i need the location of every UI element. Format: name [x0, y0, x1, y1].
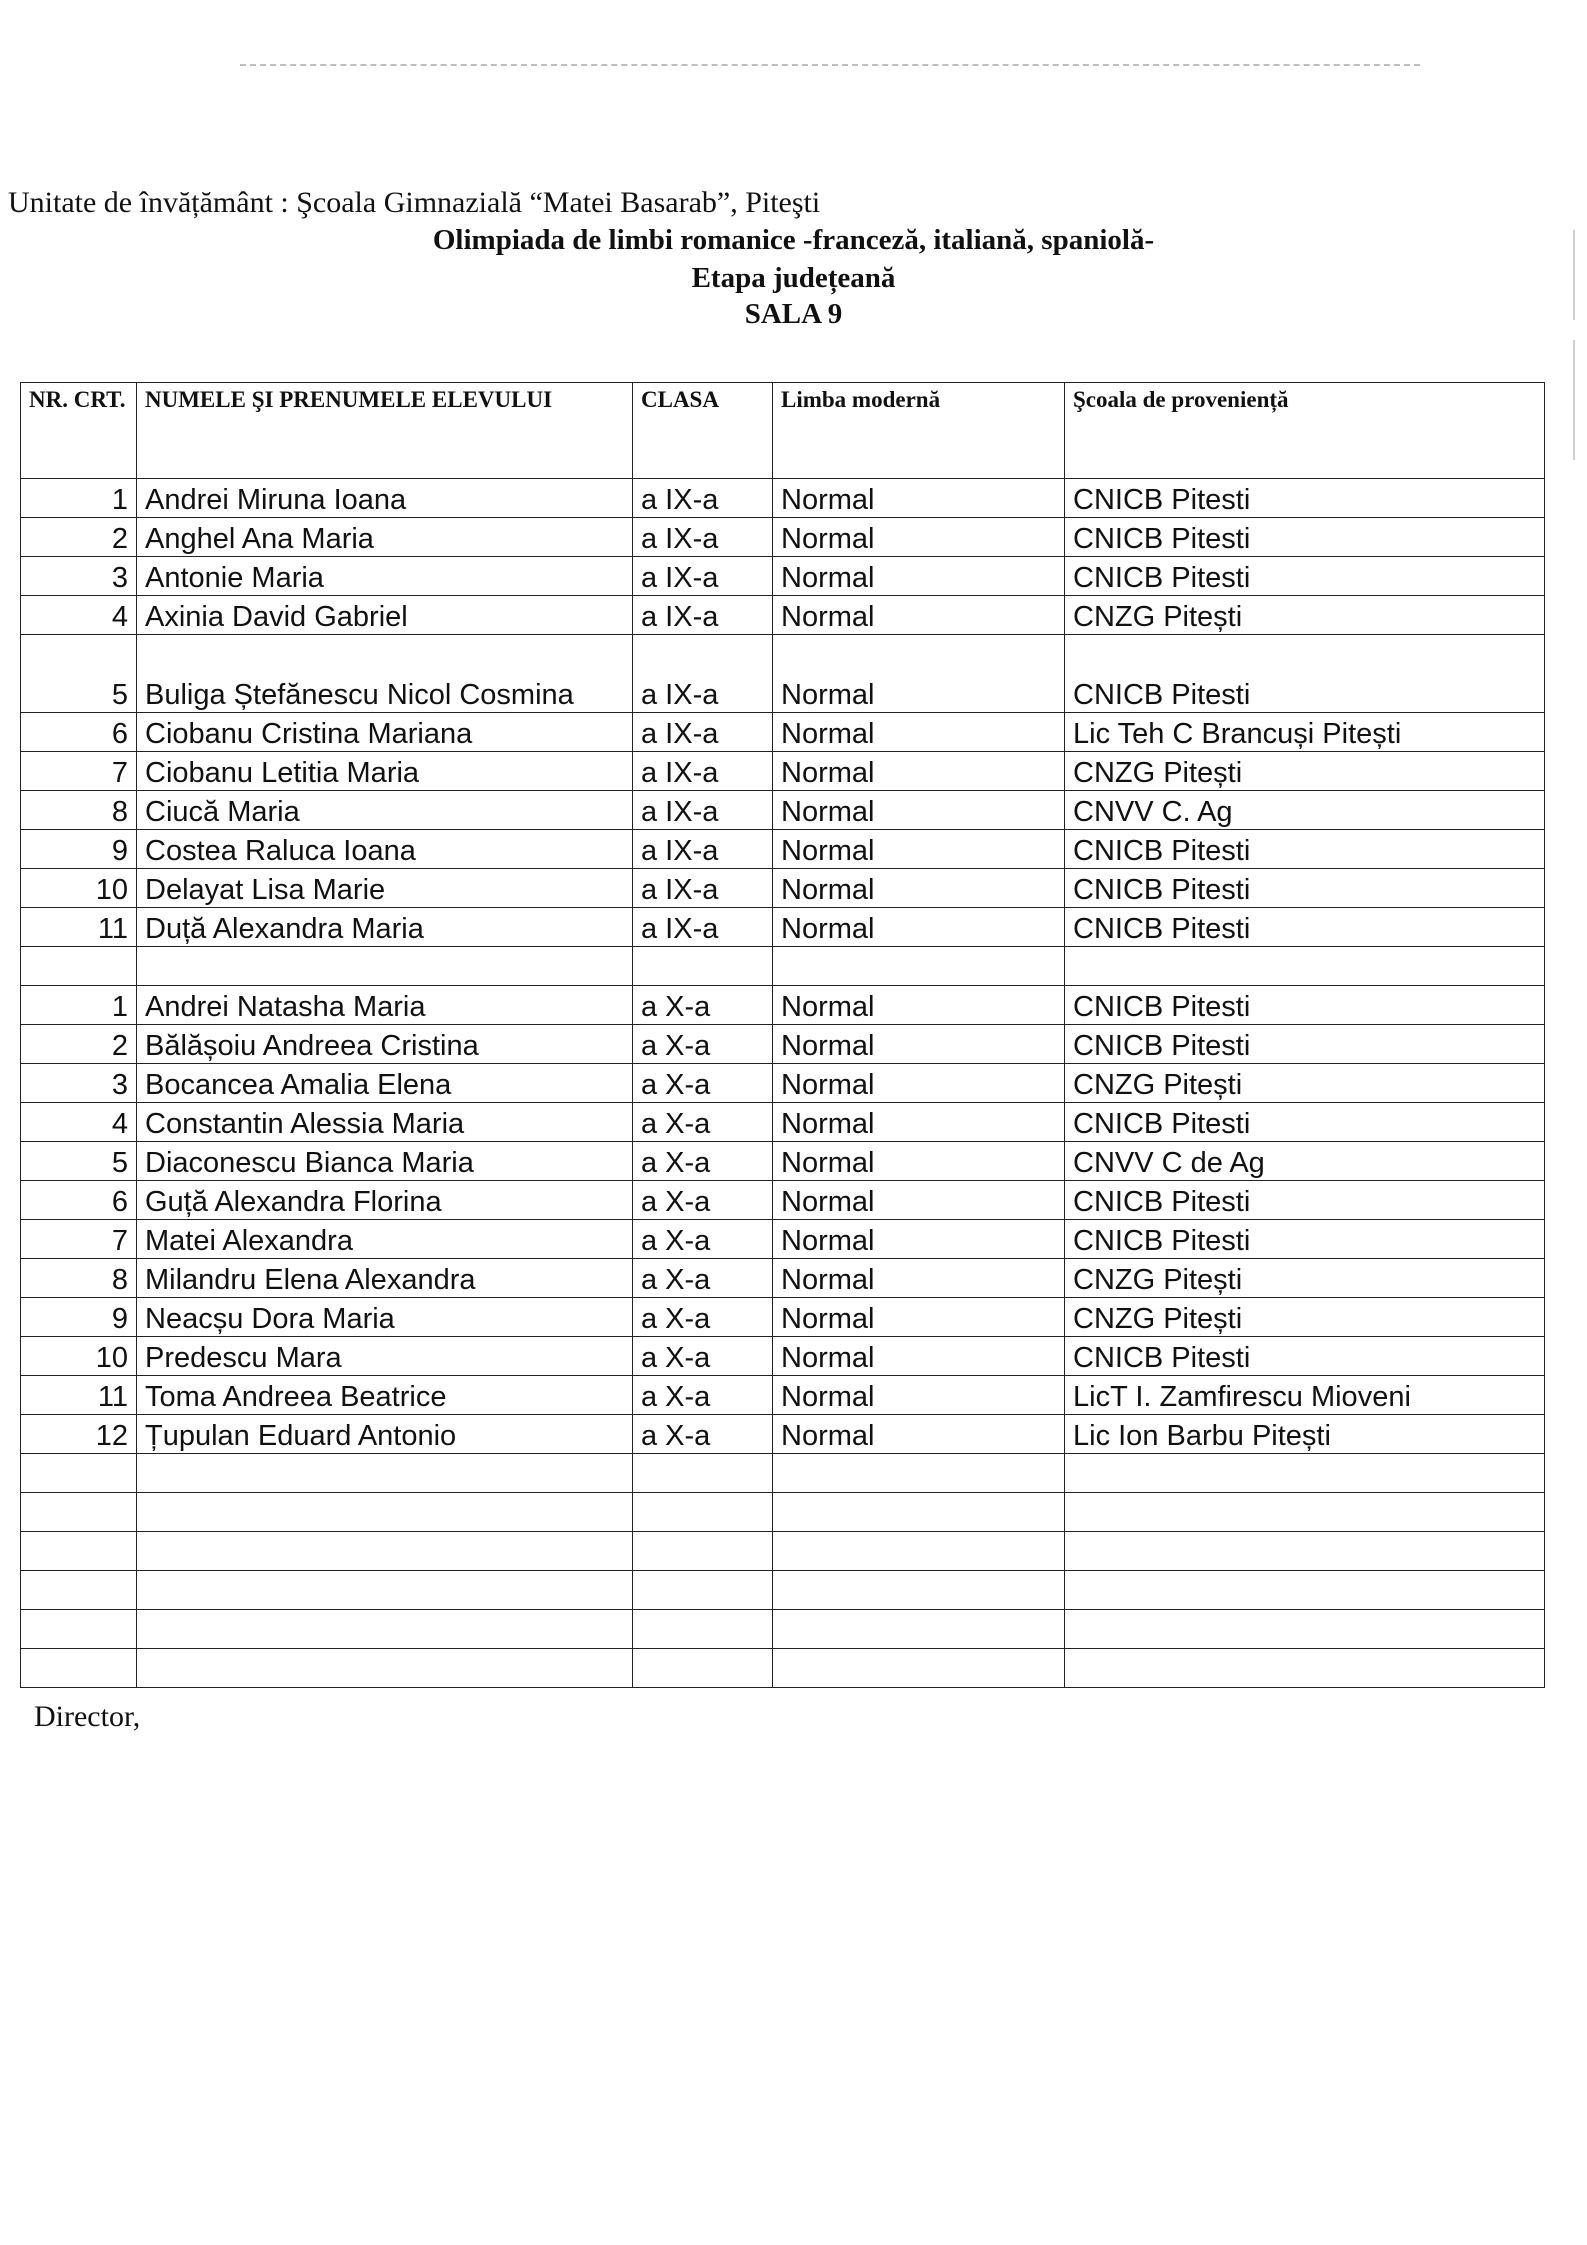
- school-cell: Lic Teh C Brancuși Pitești: [1065, 713, 1545, 752]
- class-cell: a X-a: [633, 1103, 773, 1142]
- language-cell: Normal: [773, 713, 1065, 752]
- class-cell: a IX-a: [633, 479, 773, 518]
- language-cell: Normal: [773, 1064, 1065, 1103]
- class-cell: a X-a: [633, 1142, 773, 1181]
- row-number: 5: [21, 1142, 137, 1181]
- student-name: Duță Alexandra Maria: [137, 908, 633, 947]
- language-cell: Normal: [773, 518, 1065, 557]
- row-number: 8: [21, 791, 137, 830]
- column-header-class: CLASA: [633, 383, 773, 479]
- table-row: [21, 1571, 1545, 1610]
- student-name: [137, 1493, 633, 1532]
- student-name: Andrei Miruna Ioana: [137, 479, 633, 518]
- row-number: [21, 1649, 137, 1688]
- table-row: [21, 635, 1545, 713]
- table-row: [21, 518, 1545, 557]
- student-name: Bocancea Amalia Elena: [137, 1064, 633, 1103]
- row-number: 11: [21, 908, 137, 947]
- student-name: Andrei Natasha Maria: [137, 986, 633, 1025]
- table-row: [21, 1610, 1545, 1649]
- row-number: 3: [21, 557, 137, 596]
- table-row: [21, 1493, 1545, 1532]
- school-cell: [1065, 1610, 1545, 1649]
- table-row: [21, 791, 1545, 830]
- language-cell: Normal: [773, 1220, 1065, 1259]
- table-row: [21, 596, 1545, 635]
- language-cell: Normal: [773, 635, 1065, 713]
- school-cell: [1065, 1649, 1545, 1688]
- student-name: [137, 1454, 633, 1493]
- column-header-name: NUMELE ŞI PRENUMELE ELEVULUI: [137, 383, 633, 479]
- student-name: Ciucă Maria: [137, 791, 633, 830]
- table-row: [21, 1064, 1545, 1103]
- student-name: Milandru Elena Alexandra: [137, 1259, 633, 1298]
- table-row: [21, 1454, 1545, 1493]
- row-number: 4: [21, 596, 137, 635]
- class-cell: a IX-a: [633, 557, 773, 596]
- class-cell: a IX-a: [633, 713, 773, 752]
- table-row: [21, 1298, 1545, 1337]
- table-row: [21, 1142, 1545, 1181]
- language-cell: Normal: [773, 1103, 1065, 1142]
- language-cell: [773, 1532, 1065, 1571]
- student-name: Guță Alexandra Florina: [137, 1181, 633, 1220]
- student-name: [137, 1571, 633, 1610]
- class-cell: [633, 1610, 773, 1649]
- table-row: [21, 1415, 1545, 1454]
- table-row: [21, 1337, 1545, 1376]
- student-name: [137, 1532, 633, 1571]
- row-number: [21, 1454, 137, 1493]
- table-header-row: [21, 383, 1545, 479]
- table-row: [21, 1376, 1545, 1415]
- language-cell: Normal: [773, 1298, 1065, 1337]
- school-cell: CNZG Pitești: [1065, 1298, 1545, 1337]
- class-cell: a X-a: [633, 1025, 773, 1064]
- language-cell: Normal: [773, 557, 1065, 596]
- stage-title: Etapa județeană: [691, 262, 896, 294]
- language-cell: [773, 947, 1065, 986]
- school-cell: CNICB Pitesti: [1065, 1025, 1545, 1064]
- language-cell: Normal: [773, 1025, 1065, 1064]
- school-cell: CNICB Pitesti: [1065, 1103, 1545, 1142]
- table-row: [21, 1181, 1545, 1220]
- school-cell: CNZG Pitești: [1065, 1259, 1545, 1298]
- table-row: [21, 1103, 1545, 1142]
- language-cell: [773, 1454, 1065, 1493]
- school-cell: CNICB Pitesti: [1065, 908, 1545, 947]
- school-cell: CNVV C de Ag: [1065, 1142, 1545, 1181]
- row-number: 8: [21, 1259, 137, 1298]
- school-cell: CNICB Pitesti: [1065, 1181, 1545, 1220]
- school-cell: CNICB Pitesti: [1065, 557, 1545, 596]
- column-header-nr: NR. CRT.: [21, 383, 137, 479]
- school-cell: CNVV C. Ag: [1065, 791, 1545, 830]
- student-name: Neacșu Dora Maria: [137, 1298, 633, 1337]
- table-row: [21, 713, 1545, 752]
- row-number: [21, 1532, 137, 1571]
- row-number: 1: [21, 986, 137, 1025]
- language-cell: Normal: [773, 752, 1065, 791]
- school-cell: CNICB Pitesti: [1065, 869, 1545, 908]
- row-number: 1: [21, 479, 137, 518]
- row-number: 9: [21, 830, 137, 869]
- class-cell: a IX-a: [633, 518, 773, 557]
- language-cell: [773, 1649, 1065, 1688]
- table-row: [21, 986, 1545, 1025]
- school-cell: CNZG Pitești: [1065, 1064, 1545, 1103]
- school-cell: CNICB Pitesti: [1065, 1220, 1545, 1259]
- student-name: Delayat Lisa Marie: [137, 869, 633, 908]
- row-number: 7: [21, 752, 137, 791]
- language-cell: Normal: [773, 479, 1065, 518]
- school-cell: CNZG Pitești: [1065, 752, 1545, 791]
- row-number: 2: [21, 518, 137, 557]
- student-name: [137, 1610, 633, 1649]
- table-row: [21, 1532, 1545, 1571]
- class-cell: a IX-a: [633, 908, 773, 947]
- class-cell: a X-a: [633, 1415, 773, 1454]
- language-cell: Normal: [773, 1142, 1065, 1181]
- school-cell: Lic Ion Barbu Pitești: [1065, 1415, 1545, 1454]
- school-cell: CNZG Pitești: [1065, 596, 1545, 635]
- language-cell: Normal: [773, 1259, 1065, 1298]
- school-cell: [1065, 1454, 1545, 1493]
- column-header-language: Limba modernă: [773, 383, 1065, 479]
- row-number: [21, 947, 137, 986]
- table-row: [21, 1259, 1545, 1298]
- scan-edge-mark: [1573, 340, 1575, 460]
- class-cell: [633, 1571, 773, 1610]
- class-cell: a IX-a: [633, 791, 773, 830]
- table-row: [21, 830, 1545, 869]
- row-number: 12: [21, 1415, 137, 1454]
- student-name: Buliga Ștefănescu Nicol Cosmina: [137, 635, 633, 713]
- table-row: [21, 479, 1545, 518]
- student-name: Costea Raluca Ioana: [137, 830, 633, 869]
- class-cell: a X-a: [633, 1298, 773, 1337]
- class-cell: a X-a: [633, 1376, 773, 1415]
- class-cell: [633, 1649, 773, 1688]
- table-row: [21, 1220, 1545, 1259]
- row-number: 2: [21, 1025, 137, 1064]
- table-body: [21, 479, 1545, 1688]
- row-number: 9: [21, 1298, 137, 1337]
- director-label: Director,: [34, 1700, 141, 1733]
- student-name: Bălășoiu Andreea Cristina: [137, 1025, 633, 1064]
- school-cell: [1065, 947, 1545, 986]
- table-row: [21, 1649, 1545, 1688]
- school-cell: CNICB Pitesti: [1065, 479, 1545, 518]
- language-cell: Normal: [773, 986, 1065, 1025]
- row-number: 7: [21, 1220, 137, 1259]
- student-name: Antonie Maria: [137, 557, 633, 596]
- row-number: 10: [21, 869, 137, 908]
- class-cell: a IX-a: [633, 752, 773, 791]
- student-name: Constantin Alessia Maria: [137, 1103, 633, 1142]
- student-name: [137, 1649, 633, 1688]
- class-cell: a X-a: [633, 1337, 773, 1376]
- class-cell: a X-a: [633, 1181, 773, 1220]
- table-row: [21, 947, 1545, 986]
- row-number: 10: [21, 1337, 137, 1376]
- language-cell: Normal: [773, 596, 1065, 635]
- student-name: Anghel Ana Maria: [137, 518, 633, 557]
- class-cell: [633, 1493, 773, 1532]
- class-cell: a IX-a: [633, 869, 773, 908]
- language-cell: Normal: [773, 830, 1065, 869]
- language-cell: [773, 1493, 1065, 1532]
- row-number: 6: [21, 713, 137, 752]
- row-number: 6: [21, 1181, 137, 1220]
- student-name: Ciobanu Letitia Maria: [137, 752, 633, 791]
- table-row: [21, 752, 1545, 791]
- class-cell: a IX-a: [633, 830, 773, 869]
- school-cell: CNICB Pitesti: [1065, 635, 1545, 713]
- room-title: SALA 9: [744, 298, 843, 330]
- student-name: Ciobanu Cristina Mariana: [137, 713, 633, 752]
- class-cell: a X-a: [633, 1220, 773, 1259]
- class-cell: a IX-a: [633, 596, 773, 635]
- school-cell: [1065, 1532, 1545, 1571]
- language-cell: Normal: [773, 1181, 1065, 1220]
- scan-artifact-line: [240, 64, 1420, 66]
- row-number: [21, 1571, 137, 1610]
- student-name: [137, 947, 633, 986]
- school-cell: [1065, 1571, 1545, 1610]
- language-cell: Normal: [773, 1376, 1065, 1415]
- school-cell: CNICB Pitesti: [1065, 518, 1545, 557]
- language-cell: Normal: [773, 869, 1065, 908]
- class-cell: a X-a: [633, 1064, 773, 1103]
- student-name: Diaconescu Bianca Maria: [137, 1142, 633, 1181]
- student-name: Țupulan Eduard Antonio: [137, 1415, 633, 1454]
- students-table: [20, 382, 1545, 1688]
- class-cell: [633, 1454, 773, 1493]
- class-cell: a X-a: [633, 1259, 773, 1298]
- row-number: [21, 1610, 137, 1649]
- class-cell: a X-a: [633, 986, 773, 1025]
- school-cell: CNICB Pitesti: [1065, 1337, 1545, 1376]
- row-number: 4: [21, 1103, 137, 1142]
- class-cell: a IX-a: [633, 635, 773, 713]
- school-cell: CNICB Pitesti: [1065, 986, 1545, 1025]
- student-name: Axinia David Gabriel: [137, 596, 633, 635]
- row-number: [21, 1493, 137, 1532]
- table-row: [21, 557, 1545, 596]
- olympiad-title: Olimpiada de limbi romanice -franceză, italiană, spaniolă-: [432, 224, 1155, 256]
- language-cell: Normal: [773, 1337, 1065, 1376]
- row-number: 11: [21, 1376, 137, 1415]
- row-number: 5: [21, 635, 137, 713]
- school-unit-line: Unitate de învățământ : Şcoala Gimnazială “Matei Basarab”, Piteşti: [8, 186, 821, 219]
- language-cell: Normal: [773, 1415, 1065, 1454]
- language-cell: [773, 1610, 1065, 1649]
- student-name: Matei Alexandra: [137, 1220, 633, 1259]
- school-cell: CNICB Pitesti: [1065, 830, 1545, 869]
- school-cell: [1065, 1493, 1545, 1532]
- column-header-school: Şcoala de proveniență: [1065, 383, 1545, 479]
- table-row: [21, 1025, 1545, 1064]
- language-cell: Normal: [773, 908, 1065, 947]
- school-cell: LicT I. Zamfirescu Mioveni: [1065, 1376, 1545, 1415]
- student-name: Predescu Mara: [137, 1337, 633, 1376]
- table-row: [21, 869, 1545, 908]
- table-row: [21, 908, 1545, 947]
- class-cell: [633, 947, 773, 986]
- language-cell: [773, 1571, 1065, 1610]
- student-name: Toma Andreea Beatrice: [137, 1376, 633, 1415]
- language-cell: Normal: [773, 791, 1065, 830]
- class-cell: [633, 1532, 773, 1571]
- row-number: 3: [21, 1064, 137, 1103]
